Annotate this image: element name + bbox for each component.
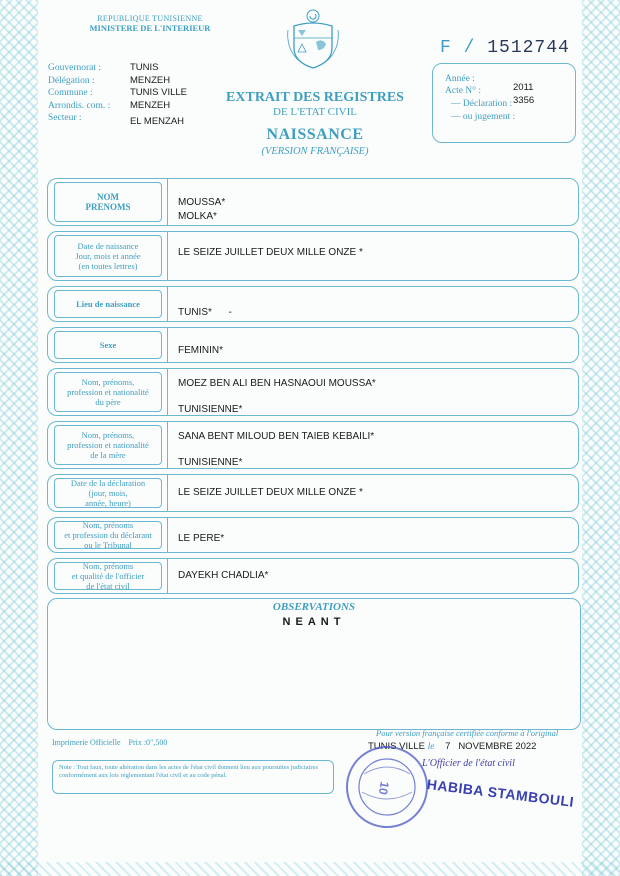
location-label: Arrondis. com. : [48,100,111,111]
imprimerie-label: Imprimerie Officielle [52,738,121,747]
row-label: Date de la déclaration (jour, mois, année, heure) [54,478,162,508]
officier-value: DAYEKH CHADLIA* [178,570,269,581]
border-pattern-left [0,0,38,876]
prix-label: Prix :0",500 [128,738,168,747]
serial-number: F / 1512744 [440,38,570,58]
mere-nationalite: TUNISIENNE* [178,457,243,468]
row-label: Nom, prénoms et profession du déclarant ou le Tribunal [54,521,162,549]
conforme-line: Pour version française certifiée conforme à l'original [376,728,559,738]
location-value: MENZEH [130,74,171,86]
month-year-value: NOVEMBRE 2022 [458,741,537,752]
row-value [167,287,578,321]
row-value [167,179,578,225]
row-label: NOM PRENOMS [54,182,162,222]
location-labels [48,62,128,125]
date-naissance-value: LE SEIZE JUILLET DEUX MILLE ONZE * [178,247,363,258]
declarant-value: LE PERE* [178,533,225,544]
svg-text:10: 10 [375,780,392,796]
sexe-value: FEMININ* [178,345,223,356]
row-pere [47,368,579,416]
jugement-label: — ou jugement : [451,112,516,122]
day-value: 7 [445,741,451,752]
row-label: Sexe [54,331,162,359]
location-label: Délégation : [48,75,95,86]
republique-heading: REPUBLIQUE TUNISIENNE [97,14,203,23]
official-stamp-icon [344,744,430,830]
row-value [167,518,578,552]
observations-value: NEANT [282,616,346,628]
row-label: Nom, prénoms et qualité de l'officier de l'état civil [54,562,162,590]
row-nom-prenoms [47,178,579,226]
location-value: TUNIS VILLE [130,87,188,98]
declaration-label: — Déclaration : [451,99,513,109]
location-value: MENZEH [130,99,171,111]
officier-title: L'Officier de l'état civil [422,758,515,769]
location-values [130,62,220,129]
lieu-naissance-value: TUNIS* - [178,307,232,318]
legal-note: Note : Tout faux, toute altération dans les actes de l'état civil donnent lieu aux poursuites judiciaires conformément aux lois réglementant l'état civil et au code pénal. [52,760,334,794]
annee-value: 2011 [513,82,534,93]
annee-label: Année : [445,74,475,84]
row-lieu-naissance [47,286,579,322]
ministere-heading: MINISTERE DE L'INTERIEUR [89,23,211,33]
row-officier [47,558,579,594]
ville-value: TUNIS VILLE [368,741,426,752]
location-label: Secteur : [48,113,82,123]
date-declaration-value: LE SEIZE JUILLET DEUX MILLE ONZE * [178,487,363,498]
acte-number-value: 3356 [513,95,535,106]
border-pattern-right [582,0,620,876]
document-version: (VERSION FRANÇAISE) [261,146,369,157]
mere-value: SANA BENT MILOUD BEN TAIEB KEBAILI* [178,431,375,442]
row-value [167,328,578,362]
acte-number-label: Acte N° : [445,86,481,96]
row-date-naissance [47,231,579,281]
row-value [167,369,578,415]
row-mere [47,421,579,469]
nom-value: MOUSSA* [178,197,226,208]
border-pattern-bottom [0,862,620,876]
row-sexe [47,327,579,363]
coat-of-arms-icon [286,8,340,70]
prenom-value: MOLKA* [178,211,217,222]
row-value [167,232,578,280]
pere-value: MOEZ BEN ALI BEN HASNAOUI MOUSSA* [178,378,376,389]
location-value: TUNIS [130,62,159,73]
location-label: Commune : [48,88,93,98]
acte-info-box [432,63,576,143]
location-value: EL MENZAH [130,116,185,127]
row-label: Lieu de naissance [54,290,162,318]
row-declarant [47,517,579,553]
location-label: Gouvernorat : [48,63,102,73]
row-date-declaration [47,474,579,512]
document-type: NAISSANCE [266,126,364,143]
pere-nationalite: TUNISIENNE* [178,404,243,415]
document-subtitle: DE L'ETAT CIVIL [273,106,357,118]
observations-title: OBSERVATIONS [272,601,356,613]
document-title: EXTRAIT DES REGISTRES [226,90,404,105]
imprimerie-line [52,738,167,747]
signature-name: HABIBA STAMBOULI [426,776,575,810]
row-value [167,559,578,593]
row-label: Nom, prénoms, profession et nationalité de la mère [54,425,162,465]
row-label: Date de naissance Jour, mois et année (en toutes lettres) [54,235,162,277]
row-label: Nom, prénoms, profession et nationalité du père [54,372,162,412]
row-value [167,475,578,511]
observations-box [47,598,581,730]
le-label: le [427,742,435,752]
row-value [167,422,578,468]
